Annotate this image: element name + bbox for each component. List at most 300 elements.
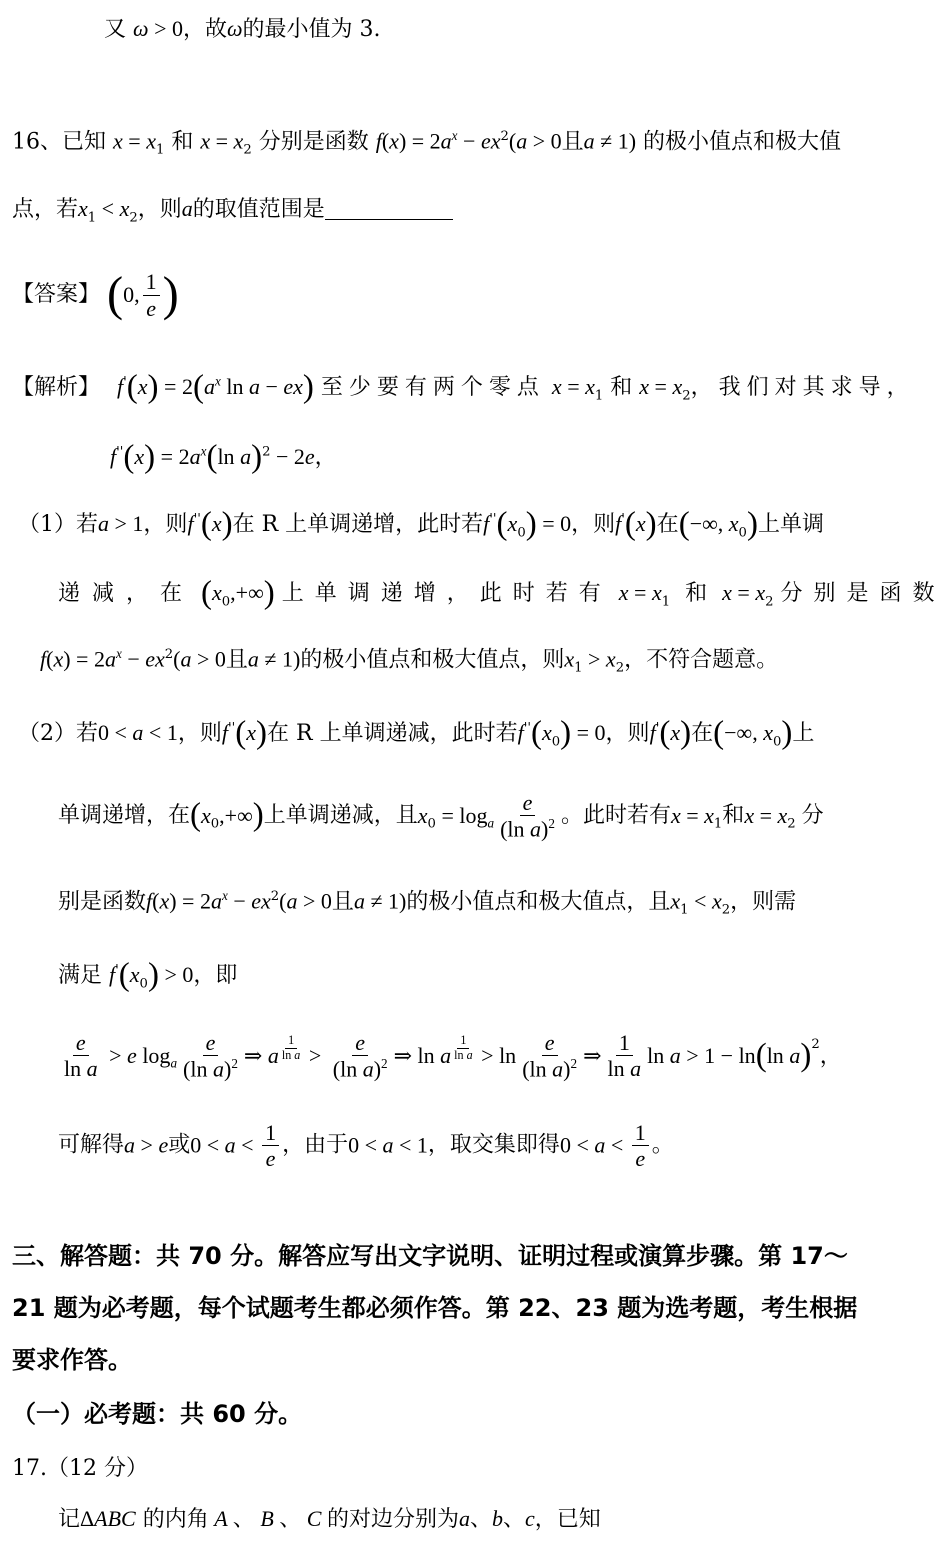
text: 、	[232, 1507, 255, 1532]
math: (	[624, 506, 636, 542]
text: 、	[279, 1507, 302, 1532]
text: 的最小值为 3.	[242, 17, 381, 42]
text: 上单调递增，此时若有	[281, 581, 612, 606]
math: x	[214, 373, 221, 389]
section-3-heading-line-2: 21 题为必考题，每个试题考生都必须作答。第 22、23 题为选考题，考生根据	[12, 1294, 858, 1322]
math: x	[670, 720, 681, 745]
math: ,+∞	[230, 580, 264, 605]
math: $\frac{1}{\text{ln a}}$	[454, 1032, 473, 1062]
math: 0 <	[348, 1132, 383, 1158]
math: (	[123, 439, 135, 475]
math: <	[605, 1132, 629, 1158]
math: a	[789, 1042, 801, 1068]
text: 又	[104, 17, 127, 42]
math: Δ	[80, 1506, 95, 1531]
math: )	[263, 575, 275, 611]
math: a	[248, 374, 260, 399]
math: $\frac{e}{\text{ln a}}$	[64, 1030, 98, 1082]
question-number: 16、已知	[12, 129, 106, 155]
text: 的极小值点和极大值点，则	[300, 647, 565, 673]
math: >	[135, 1132, 159, 1158]
math: (	[206, 439, 218, 475]
math: x	[704, 802, 714, 828]
math: x	[212, 580, 222, 605]
math: x	[115, 646, 122, 661]
math: (	[190, 797, 202, 834]
math: ln	[647, 1042, 670, 1068]
math: (	[192, 369, 204, 405]
math: < 1	[143, 720, 178, 745]
math: x	[755, 580, 766, 605]
text: 记	[58, 1507, 81, 1532]
text: 和	[685, 581, 708, 606]
math: <	[235, 1132, 260, 1158]
math: (	[381, 128, 390, 154]
math: x	[389, 128, 399, 154]
math: a	[458, 1506, 470, 1531]
math: f	[221, 720, 228, 745]
text: ，则	[177, 721, 222, 746]
text: ，取交集即得	[427, 1132, 560, 1158]
math: '	[123, 374, 127, 390]
text: 在	[691, 721, 714, 746]
math: a	[669, 1042, 681, 1068]
math: x	[672, 374, 683, 399]
math: x	[744, 802, 755, 828]
math: f	[146, 888, 153, 914]
math: a	[224, 1132, 236, 1158]
math: )	[252, 797, 264, 834]
math: x	[728, 511, 739, 536]
math: $\frac{1}{e}$	[632, 1120, 649, 1172]
math: )	[221, 506, 233, 542]
math: 0	[551, 734, 561, 750]
math: ) = 2	[398, 128, 441, 154]
math: ABC	[94, 1506, 136, 1531]
text: ，我们对其求导，	[690, 375, 915, 400]
math: x	[635, 511, 646, 536]
math: = 0	[536, 511, 572, 536]
math: 2	[787, 816, 796, 832]
math: x	[233, 128, 244, 154]
math: ln	[766, 1042, 790, 1068]
math: a	[170, 1055, 178, 1071]
math: 0 <	[559, 1132, 595, 1158]
text: ，即	[193, 963, 238, 988]
math: a	[440, 128, 452, 154]
math: 0	[221, 594, 231, 610]
math: x	[777, 802, 788, 828]
math: 1	[155, 142, 165, 158]
math: '	[655, 720, 660, 736]
math: (	[152, 888, 160, 914]
text: 上	[792, 721, 815, 746]
math: =	[680, 802, 705, 828]
text: 在	[656, 512, 679, 537]
math: ⇒	[583, 1042, 602, 1068]
math: a	[487, 815, 495, 831]
math: a	[180, 646, 192, 672]
math: = 2	[158, 374, 193, 399]
math: x	[670, 802, 681, 828]
math: 2	[243, 142, 252, 158]
text: ，则	[605, 721, 650, 746]
text: 和	[171, 129, 194, 155]
case-2-line-1	[18, 714, 814, 754]
math: x	[605, 646, 616, 672]
section-3-heading-line-1: 三、解答题：共 70 分。解答应写出文字说明、证明过程或演算步骤。第 17～	[12, 1242, 848, 1270]
math: (	[107, 268, 124, 321]
math: > 1	[109, 511, 144, 536]
math: )	[680, 715, 692, 751]
math: )	[781, 715, 793, 751]
math: (	[126, 369, 138, 405]
math: ⇒ ln	[393, 1042, 441, 1068]
math: a	[286, 888, 298, 914]
case-2-conclusion	[58, 1120, 674, 1172]
analysis-line-2	[110, 438, 337, 478]
text: 、	[469, 1507, 492, 1532]
math: e	[304, 444, 315, 469]
math: 0	[139, 976, 148, 992]
math: )	[560, 715, 572, 751]
math: x	[211, 511, 222, 536]
math: a	[189, 444, 201, 469]
text: 上单调递减，且	[263, 802, 418, 828]
math: x	[201, 802, 211, 828]
math: x	[246, 720, 257, 745]
math: ''	[489, 511, 497, 527]
text: ，则	[571, 512, 616, 537]
math: )	[147, 369, 159, 405]
math: $\frac{1}{\text{ln a}}$	[607, 1030, 642, 1082]
math: x	[129, 962, 140, 987]
math: $\frac{e}{(\ln a)^2}$	[183, 1030, 238, 1082]
text: 。	[651, 1132, 674, 1158]
math: $\frac{1}{e}$	[143, 269, 160, 321]
question-16-line-1	[12, 128, 841, 159]
text: ，故	[182, 17, 227, 42]
math: 2	[682, 388, 691, 404]
math: A	[208, 1506, 233, 1531]
math: 0	[427, 816, 436, 832]
math: (	[279, 888, 287, 914]
math: a	[132, 720, 144, 745]
text: 和	[722, 802, 745, 828]
case-2-line-3	[58, 888, 796, 919]
answer-blank	[325, 197, 453, 220]
question-17-line-1	[58, 1506, 601, 1533]
math: 0	[772, 734, 782, 750]
math: f	[483, 511, 490, 536]
math: 2	[721, 902, 731, 918]
text: ，则需	[730, 889, 797, 915]
math: $\frac{e}{(\ln a)^2}$	[332, 1030, 388, 1082]
math: )	[525, 506, 537, 542]
math: x	[711, 888, 722, 914]
math: f	[615, 511, 622, 536]
math: (	[530, 715, 542, 751]
math: (	[678, 506, 690, 542]
math: −	[121, 646, 146, 672]
math: log	[136, 1042, 171, 1068]
math: = log	[435, 802, 488, 828]
math: a	[267, 1042, 279, 1068]
math: f	[40, 646, 47, 672]
math: ≠ 1)	[364, 888, 407, 914]
math: f	[187, 511, 194, 536]
case-2-line-2	[58, 790, 824, 842]
math: (	[508, 128, 517, 154]
math: a	[440, 1042, 452, 1068]
math: 2	[164, 647, 174, 662]
math: a	[382, 1132, 394, 1158]
math: 1	[661, 594, 671, 610]
math: > 0	[148, 16, 183, 41]
text: 和	[610, 375, 633, 400]
math: '	[621, 511, 625, 527]
text: 分	[801, 802, 824, 828]
previous-solution-line	[104, 16, 381, 43]
analysis-label: 【解析】	[12, 375, 101, 400]
math: < 1	[393, 1132, 428, 1158]
math: =	[628, 580, 652, 605]
math: ex	[145, 646, 165, 672]
math: $\frac{e}{(\ln a)^2}$	[522, 1030, 578, 1082]
math: )	[302, 369, 314, 405]
math: x	[451, 128, 458, 143]
math: > ln	[475, 1042, 517, 1068]
math: <	[688, 888, 712, 914]
math: 1	[594, 388, 604, 404]
math: > 1 − ln	[680, 1042, 756, 1068]
math: )	[800, 1037, 812, 1074]
math: ''	[523, 720, 531, 736]
math: 2	[615, 660, 625, 676]
text: 的极小值点和极大值点，且	[406, 889, 671, 915]
math: x	[507, 511, 518, 536]
math: ex	[283, 374, 303, 399]
text: 可解得	[58, 1132, 125, 1158]
math: a	[203, 374, 215, 399]
text: 。此时若有	[560, 802, 671, 828]
math: )	[645, 506, 657, 542]
math: (	[173, 646, 181, 672]
math: (	[755, 1037, 767, 1074]
math: (	[713, 715, 725, 751]
math: − 2	[270, 444, 305, 469]
math: 0 <	[98, 720, 133, 745]
text: ，则	[137, 197, 182, 222]
math: 且	[561, 129, 584, 155]
question-17-heading: 17.（12 分）	[12, 1456, 148, 1481]
math: )	[746, 506, 758, 542]
text: 单调递增，在	[58, 802, 191, 828]
math: 1	[713, 816, 723, 832]
math: = 0	[571, 720, 606, 745]
math: (	[118, 957, 130, 993]
math: a	[104, 646, 116, 672]
math: (	[659, 715, 671, 751]
math: ''	[227, 720, 236, 736]
math: 0,	[123, 281, 140, 307]
math: a	[240, 444, 252, 469]
math: x	[119, 196, 130, 221]
analysis-line-1	[12, 368, 915, 408]
math: $\frac{1}{e}$	[262, 1120, 279, 1172]
math: e	[158, 1132, 169, 1158]
case-2-line-4	[58, 956, 237, 996]
math: 2	[500, 129, 509, 144]
math: f	[375, 128, 382, 154]
math: )	[256, 715, 268, 751]
math: x	[722, 580, 732, 605]
math: −∞,	[724, 720, 764, 745]
math: x	[585, 374, 595, 399]
math: )	[147, 957, 159, 993]
math: 1	[87, 210, 97, 226]
math: 1	[680, 902, 689, 918]
math: x	[159, 888, 170, 914]
math: )	[251, 439, 263, 475]
math: ex	[251, 888, 271, 914]
text: （2）若	[18, 721, 98, 746]
math: =	[649, 374, 673, 399]
math: x	[137, 374, 148, 399]
case-1-line-3	[40, 646, 778, 677]
math: x	[651, 580, 662, 605]
math: >	[303, 1042, 327, 1068]
math: > 0	[158, 962, 194, 987]
math: $\frac{1}{\text{ln a}}$	[281, 1032, 301, 1062]
math: x	[200, 128, 211, 154]
text: 或	[168, 1132, 191, 1158]
math: 2	[262, 444, 271, 460]
section-3-heading-line-3: 要求作答。	[12, 1346, 132, 1374]
inequality-chain	[58, 1030, 842, 1082]
text: ，不符合题意。	[624, 647, 779, 673]
math: −	[227, 888, 252, 914]
math: x	[564, 646, 575, 672]
text: 的对边分别为	[326, 1507, 459, 1532]
math: a	[594, 1132, 606, 1158]
math: 2	[270, 889, 280, 904]
math: x	[541, 720, 552, 745]
text: 分别是函数	[258, 129, 369, 155]
math: (	[496, 506, 508, 542]
math: ) = 2	[63, 646, 105, 672]
math: a	[353, 888, 365, 914]
math: 2	[811, 1036, 820, 1052]
math: (	[46, 646, 54, 672]
text: ，已知	[534, 1507, 601, 1532]
math: ) = 2	[169, 888, 211, 914]
math: 0	[517, 525, 526, 541]
text: 至少要有两个零点	[320, 375, 545, 400]
text: 别是函数	[58, 889, 147, 915]
math: (	[235, 715, 247, 751]
math: ,+∞	[219, 802, 253, 828]
math: ω	[227, 16, 243, 41]
math: x	[134, 444, 145, 469]
math: f	[117, 374, 124, 399]
math: $\frac{e}{(\ln a)^2}$	[500, 790, 555, 842]
text: （1）若	[18, 512, 98, 537]
math: a	[210, 888, 222, 914]
math: (	[200, 506, 212, 542]
text: 的取值范围是	[192, 197, 325, 222]
math: e	[127, 1042, 137, 1068]
math: a	[516, 128, 528, 154]
answer-label: 【答案】	[12, 281, 101, 307]
math: f	[649, 720, 656, 745]
math: x	[221, 888, 228, 903]
math: ln	[217, 444, 241, 469]
math: >	[582, 646, 606, 672]
math: 且	[225, 647, 248, 673]
text: 的内角	[142, 1507, 209, 1532]
math: ex	[480, 128, 501, 154]
math: ≠ 1)	[258, 646, 301, 672]
math: x	[113, 128, 123, 154]
math: > 0	[297, 888, 332, 914]
text: 满足	[58, 963, 103, 988]
text: 的极小值点和极大值	[643, 129, 842, 155]
answer-line	[12, 266, 179, 324]
math: = 2	[155, 444, 190, 469]
math: )	[162, 268, 179, 321]
math: c	[525, 1506, 535, 1531]
math: =	[754, 802, 778, 828]
math: ''	[193, 511, 201, 527]
math: −	[457, 128, 481, 154]
text: ，由于	[282, 1132, 349, 1158]
math: a	[583, 128, 595, 154]
math: >	[103, 1042, 128, 1068]
text: ，则	[143, 512, 188, 537]
text: 在 R 上单调递增，此时若	[232, 512, 484, 537]
math: x	[551, 374, 562, 399]
text: 递减，在	[58, 581, 195, 606]
math: B	[254, 1506, 280, 1531]
math: x	[53, 646, 64, 672]
math: x	[200, 443, 207, 459]
math: ln	[220, 374, 249, 399]
math: > 0	[191, 646, 226, 672]
math: ⇒	[243, 1042, 268, 1068]
math: ，	[819, 1042, 842, 1068]
math: a	[181, 196, 193, 221]
question-16-line-2	[12, 196, 453, 226]
math: −	[259, 374, 284, 399]
math: x	[618, 580, 629, 605]
math: )	[144, 439, 156, 475]
case-1-line-1	[18, 505, 824, 545]
math: =	[210, 128, 234, 154]
math: 且	[331, 889, 354, 915]
math: x	[763, 720, 773, 745]
text: 、	[503, 1507, 526, 1532]
math: <	[96, 196, 120, 221]
math: x	[146, 128, 156, 154]
case-1-line-2	[58, 574, 945, 614]
math: (	[201, 575, 213, 611]
math: ≠ 1)	[594, 128, 637, 154]
math: x	[417, 802, 428, 828]
math: a	[124, 1132, 136, 1158]
math: '	[115, 962, 119, 978]
text: ，	[314, 445, 337, 470]
